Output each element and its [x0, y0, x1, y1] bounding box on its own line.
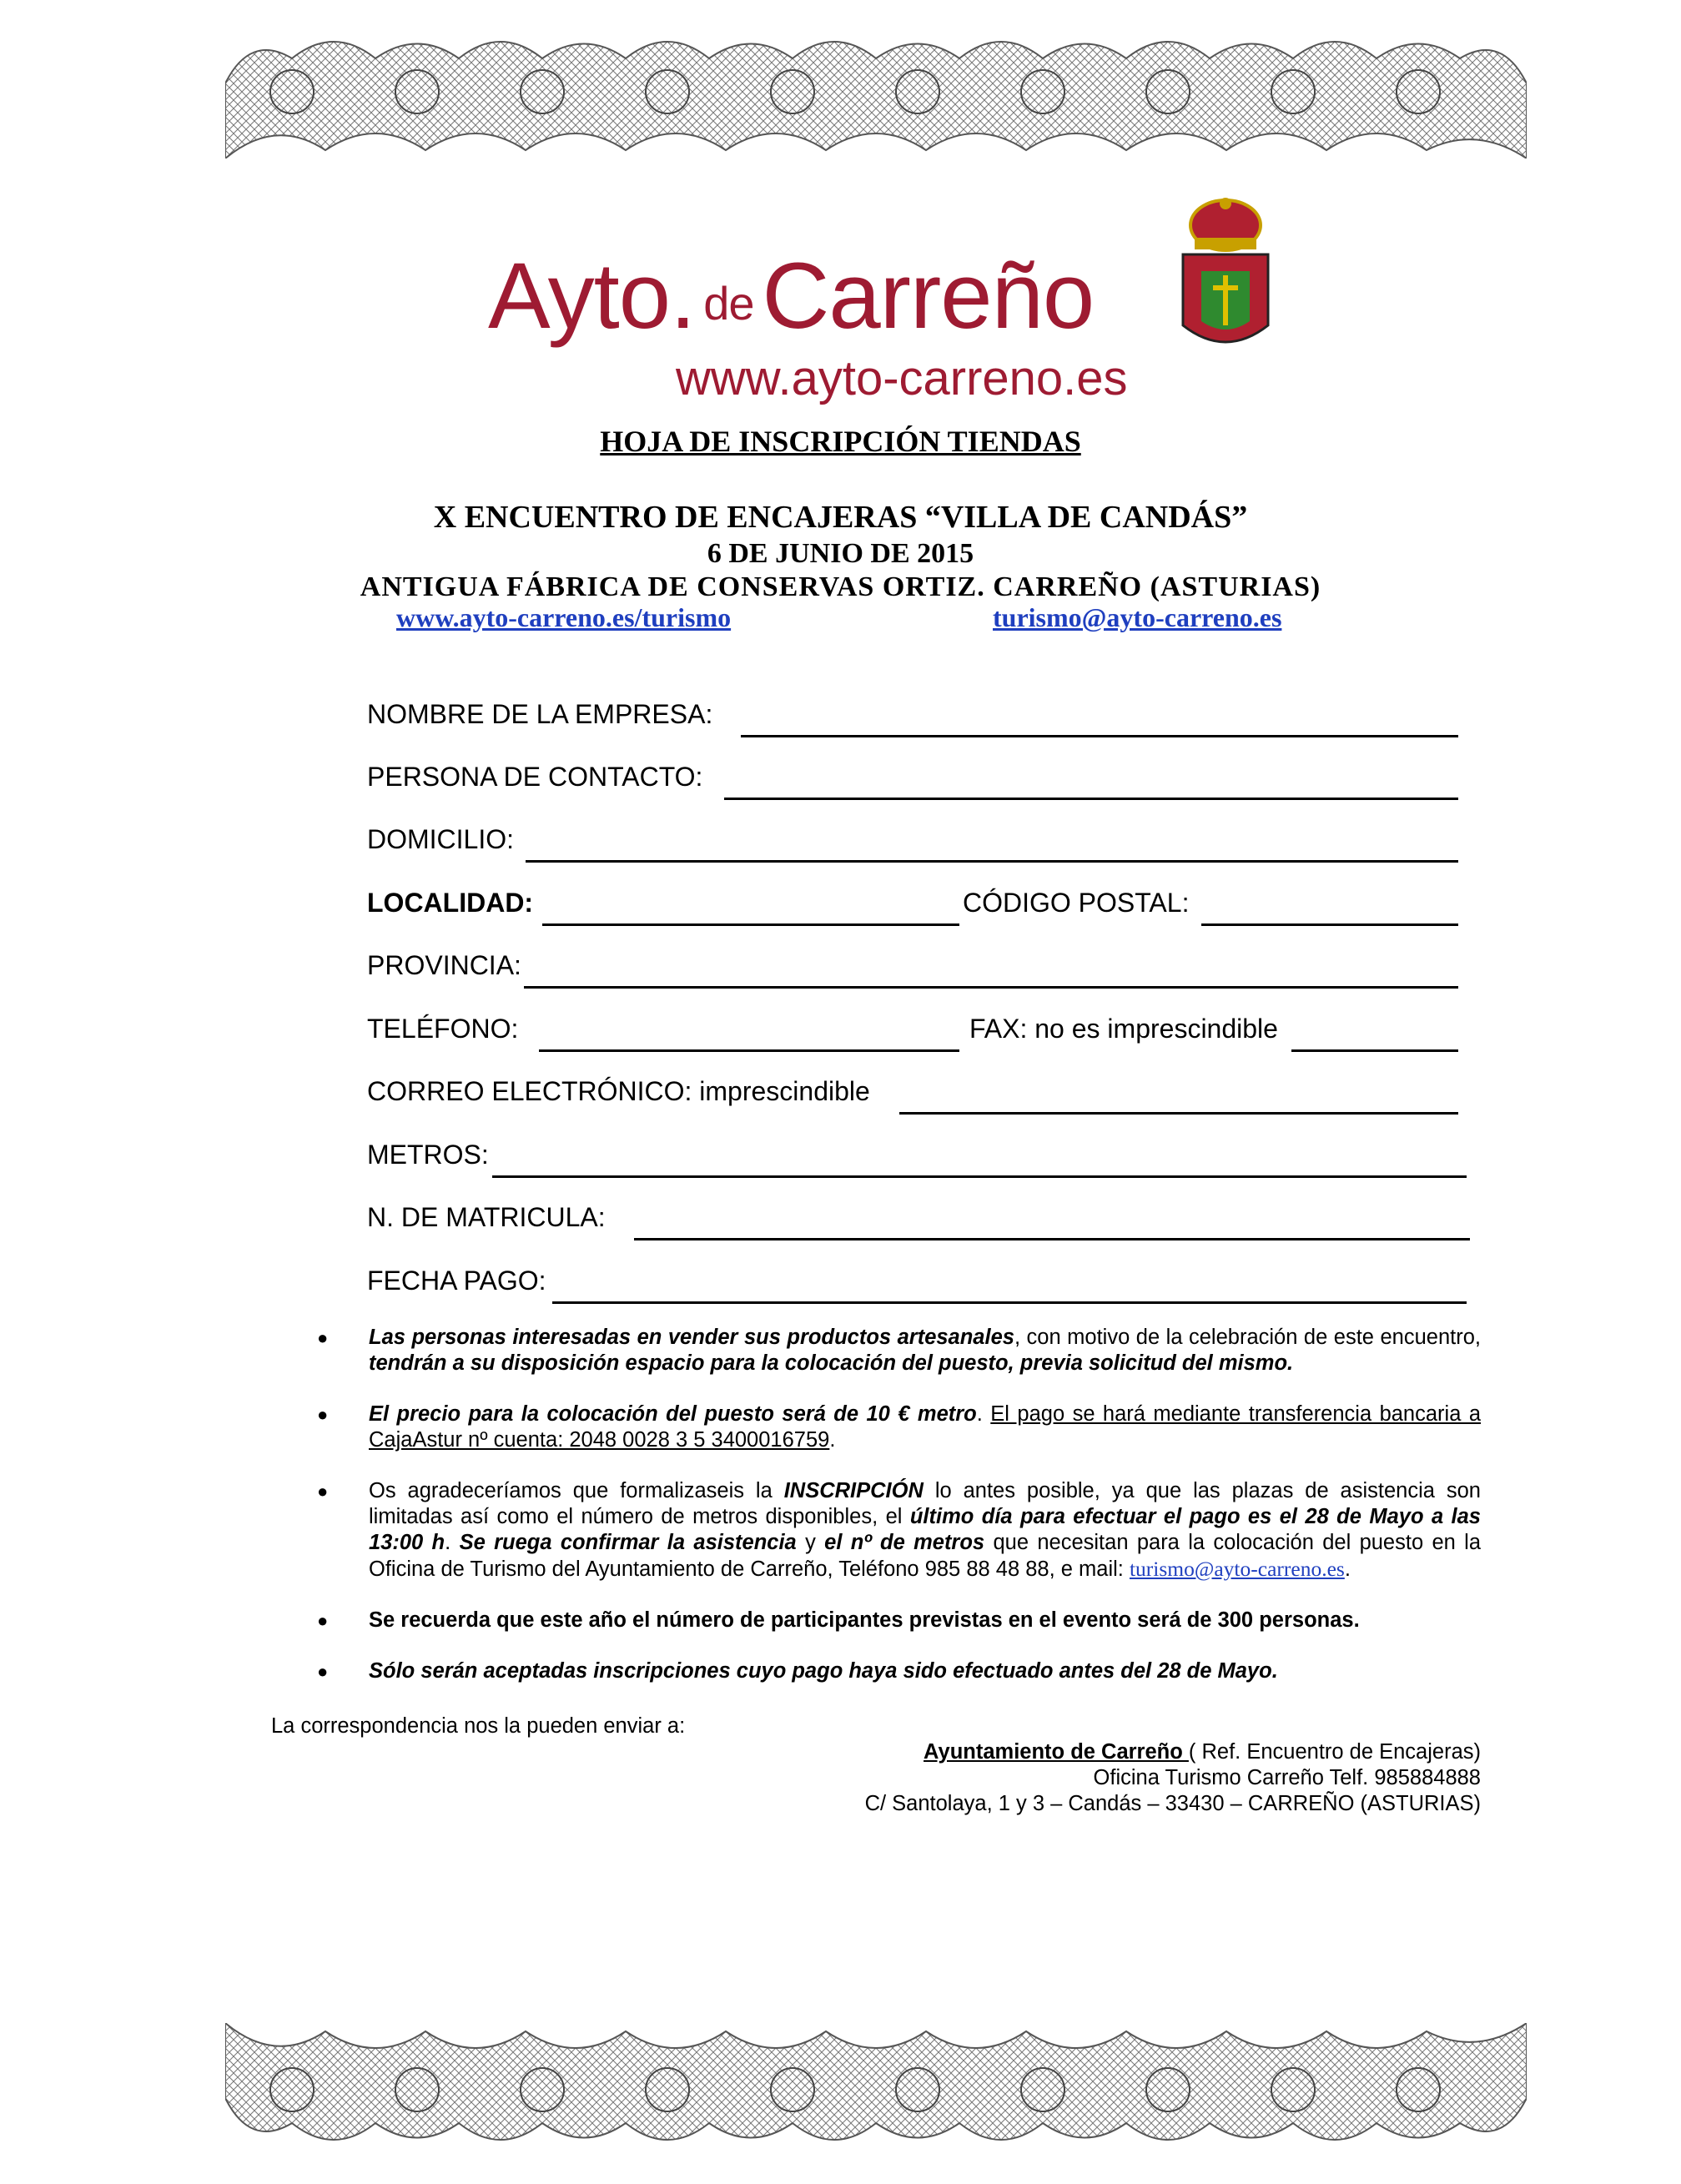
coat-of-arms-icon	[1176, 192, 1275, 359]
matricula-input-line[interactable]	[634, 1238, 1470, 1240]
provincia-label: PROVINCIA	[367, 950, 515, 980]
correo-input-line[interactable]	[899, 1112, 1458, 1115]
logo-wordmark: Ayto. deCarreño	[488, 244, 1095, 348]
bullet-icon: ●	[317, 1327, 329, 1348]
lace-border-top	[225, 25, 1527, 159]
contacto-input-line[interactable]	[724, 798, 1458, 800]
bullet-icon: ●	[317, 1404, 329, 1425]
domicilio-label: DOMICILIO	[367, 824, 507, 854]
event-date: 6 DE JUNIO DE 2015	[707, 538, 974, 569]
bullet-icon: ●	[317, 1481, 329, 1502]
bullet-item: ● El precio para la colocación del puesto será de 10 € metro. El pago se hará mediante transferencia bancaria a CajaAstur nº cuenta: 2048 0028 3 5 3400016759.	[317, 1402, 1482, 1452]
telefono-field[interactable]: TELÉFONO: FAX: no es imprescindible	[367, 1014, 1681, 1047]
bullet-icon: ●	[317, 1661, 329, 1682]
domicilio-field[interactable]: DOMICILIO:	[367, 824, 1681, 858]
correo-note: : imprescindible	[684, 1076, 870, 1106]
address-ref: ( Ref. Encuentro de Encajeras)	[1188, 1740, 1481, 1764]
bullet-item: ● Las personas interesadas en vender sus productos artesanales, con motivo de la celebración de este encuentro, tendrán a su disposición espacio para la colocación del puesto, previa solicitud del mismo.	[317, 1326, 1481, 1375]
telefono-label: TELÉFONO	[367, 1014, 511, 1044]
lace-border-bottom	[225, 2023, 1527, 2156]
domicilio-input-line[interactable]	[526, 860, 1458, 863]
empresa-field[interactable]: NOMBRE DE LA EMPRESA:	[367, 699, 1681, 732]
empresa-input-line[interactable]	[741, 735, 1458, 737]
localidad-label: LOCALIDAD:	[367, 888, 534, 918]
fecha-pago-input-line[interactable]	[552, 1301, 1467, 1304]
provincia-field[interactable]: PROVINCIA:	[367, 950, 1681, 984]
matricula-field[interactable]: N. DE MATRICULA:	[367, 1202, 1681, 1235]
localidad-input-line[interactable]	[542, 923, 959, 926]
bullet-icon: ●	[317, 1610, 329, 1631]
provincia-input-line[interactable]	[524, 986, 1458, 989]
correo-label: CORREO ELECTRÓNICO	[367, 1076, 685, 1106]
tourism-email-link[interactable]: turismo@ayto-carreno.es	[993, 602, 1282, 632]
empresa-label: NOMBRE DE LA EMPRESA	[367, 699, 706, 729]
oficina-line: Oficina Turismo Carreño Telf. 985884888	[1093, 1766, 1481, 1789]
correspondence-note: La correspondencia nos la pueden enviar a:	[271, 1714, 686, 1738]
tourism-website-link[interactable]: www.ayto-carreno.es/turismo	[396, 602, 732, 632]
contacto-label: PERSONA DE CONTACTO	[367, 762, 696, 792]
bullet-item: ● Sólo serán aceptadas inscripciones cuyo pago haya sido efectuado antes del 28 de Mayo.	[317, 1659, 1278, 1683]
fecha-pago-field[interactable]: FECHA PAGO:	[367, 1266, 1681, 1299]
fecha-pago-label: FECHA PAGO	[367, 1266, 539, 1296]
postal-address	[865, 1739, 1481, 1817]
fax-input-line[interactable]	[1291, 1049, 1458, 1052]
ayuntamiento-name: Ayuntamiento de Carreño	[924, 1740, 1189, 1764]
codigo-postal-label: CÓDIGO POSTAL:	[963, 888, 1190, 918]
metros-label: METROS	[367, 1140, 481, 1170]
codigo-postal-input-line[interactable]	[1201, 923, 1458, 926]
metros-input-line[interactable]	[492, 1175, 1467, 1178]
telefono-input-line[interactable]	[539, 1049, 959, 1052]
correo-field[interactable]	[367, 1076, 1681, 1110]
page-title: HOJA DE INSCRIPCIÓN TIENDAS	[600, 425, 1081, 458]
fax-label: FAX: no es imprescindible	[969, 1014, 1278, 1044]
logo-url: www.ayto-carreno.es	[676, 351, 1128, 405]
metros-field[interactable]: METROS:	[367, 1140, 1681, 1173]
info-bullets	[317, 1325, 1481, 1709]
event-venue: ANTIGUA FÁBRICA DE CONSERVAS ORTIZ. CARREÑO (ASTURIAS)	[360, 571, 1321, 602]
matricula-label: N. DE MATRICULA	[367, 1202, 598, 1232]
bullet-item: ● Se recuerda que este año el número de participantes previstas en el evento será de 300 personas.	[317, 1608, 1360, 1632]
bullet-item: ● Os agradeceríamos que formalizaseis la INSCRIPCIÓN lo antes posible, ya que las plazas de asistencia son limitadas así como el número de metros disponibles, el último día para efectuar el pago es el 28 de Mayo a las 13:00 h. Se ruega confirmar la asistencia y el nº de metros que necesitan para la colocación del puesto en la Oficina de Turismo del Ayuntamiento de Carreño, Teléfono 985 88 48 88, e mail: turismo@ayto-carreno.es.	[317, 1479, 1482, 1581]
ayto-carreno-logo	[476, 192, 1276, 417]
street-line: C/ Santolaya, 1 y 3 – Candás – 33430 – CARREÑO (ASTURIAS)	[864, 1792, 1481, 1815]
event-name: X ENCUENTRO DE ENCAJERAS “VILLA DE CANDÁS”	[433, 500, 1248, 535]
contact-email-link[interactable]: turismo@ayto-carreno.es	[1129, 1557, 1345, 1581]
localidad-field[interactable]	[367, 888, 1681, 921]
contacto-field[interactable]: PERSONA DE CONTACTO:	[367, 762, 1681, 795]
